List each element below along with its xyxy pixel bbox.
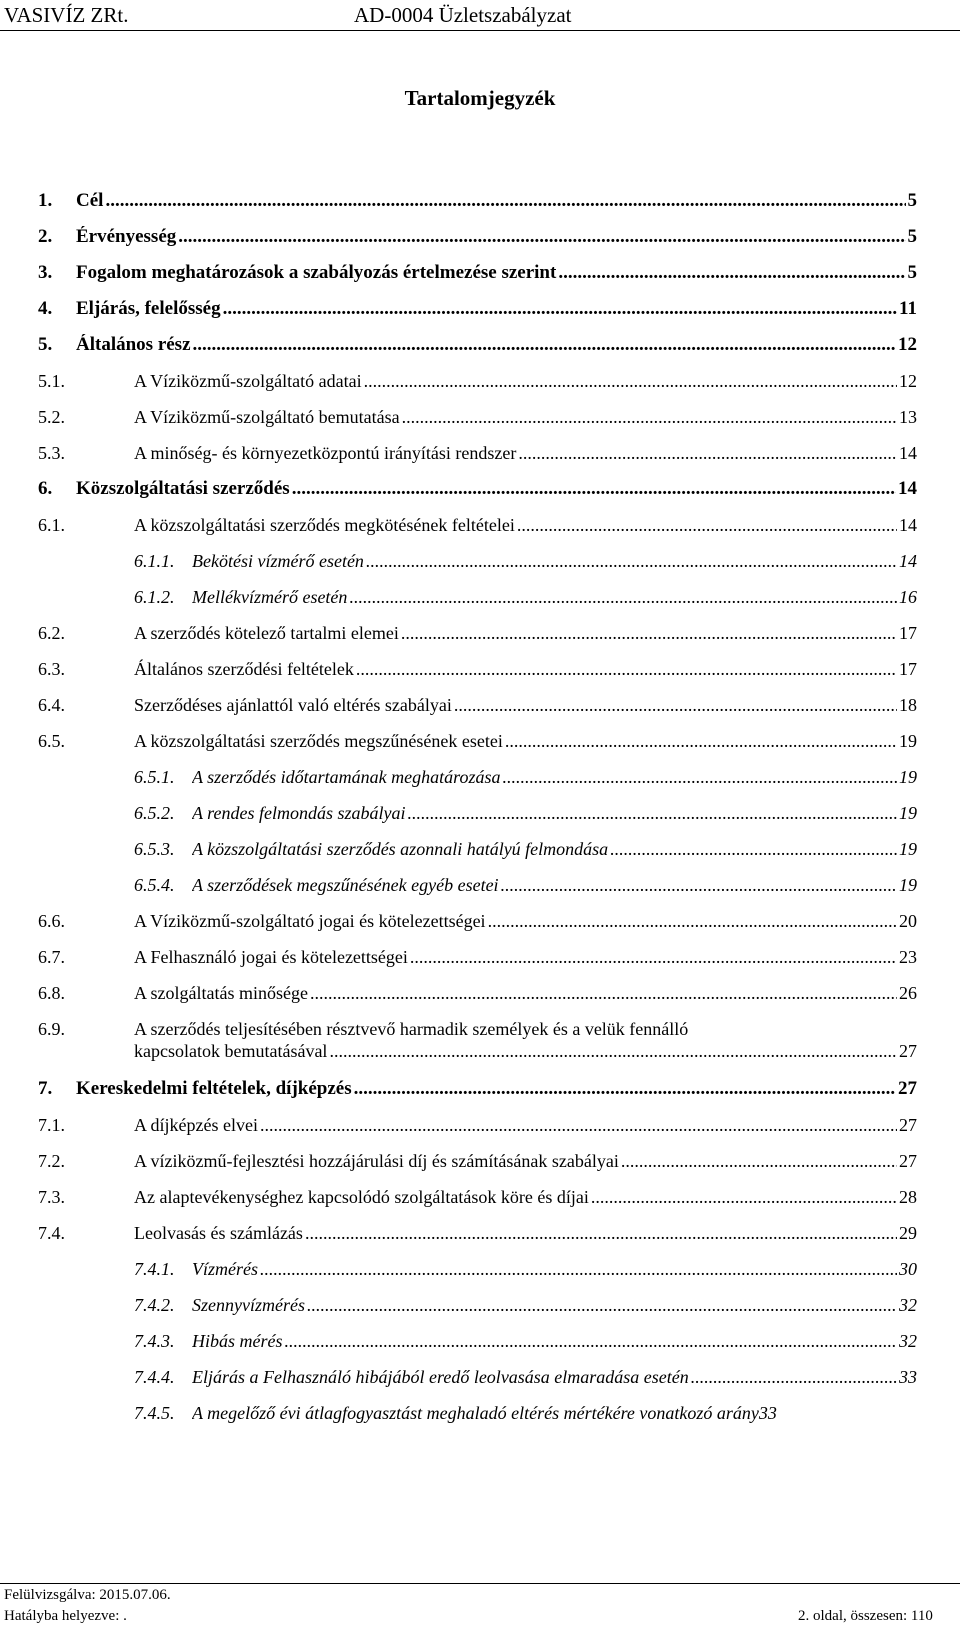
toc-leader-dots [349,586,897,608]
toc-entry-title: A szerződés időtartamának meghatározása [192,767,501,787]
page-footer [0,1583,960,1636]
toc-leader-dots [307,1294,897,1316]
toc-entry-title: Eljárás, felelősség [76,298,221,319]
toc-entry-title: A Víziközmű-szolgáltató bemutatása [134,407,400,427]
toc-leader-dots [223,298,897,320]
toc-page-number: 19 [899,803,917,823]
toc-entry-title: A rendes felmondás szabályai [192,803,406,823]
toc-entry-title: A Víziközmű-szolgáltató adatai [134,371,362,391]
toc-entry-title: Eljárás a Felhasználó hibájából eredő leolvasása elmaradása esetén [192,1367,689,1387]
toc-entry-number: 5.3. [38,443,65,463]
toc-entry-number: 7. [38,1078,53,1099]
toc-leader-dots [401,622,897,644]
toc-leader-dots [356,658,897,680]
toc-leader-dots [305,1222,897,1244]
toc-entry-title: A közszolgáltatási szerződés azonnali hatályú felmondása [192,839,609,859]
toc-leader-dots [292,478,896,500]
toc-leader-dots [610,838,897,860]
toc-page-number: 5 [907,190,917,211]
toc-leader-dots [366,550,897,572]
toc-page-number: 16 [899,587,917,607]
toc-page-number: 27 [899,1041,917,1061]
toc-entry-title: Leolvasás és számlázás [134,1223,303,1243]
toc-entry-title: Általános szerződési feltételek [134,659,354,679]
toc-leader-dots [193,334,896,356]
toc-entry-number: 7.3. [38,1187,65,1207]
toc-page-number: 27 [899,1151,917,1171]
toc-entry-number: 7.4.4. [134,1367,175,1387]
toc-leader-dots [364,370,897,392]
toc-leader-dots [501,874,897,896]
toc-leader-dots [410,946,897,968]
toc-entry-title: A Víziközmű-szolgáltató jogai és kötelezettségei [134,911,486,931]
toc-entry-number: 5.2. [38,407,65,427]
toc-entry-number: 6.2. [38,623,65,643]
toc-page-number: 5 [907,226,917,247]
toc-page-number: 14 [899,551,917,571]
toc-leader-dots [285,1330,898,1352]
toc-page-number: 17 [899,623,917,643]
toc-page-number: 30 [899,1259,917,1279]
toc-entry-title: Mellékvízmérő esetén [192,587,348,607]
toc-entry-title: Szerződéses ajánlattól való eltérés szabályai [134,695,452,715]
effective-date: Hatályba helyezve: . [4,1608,127,1624]
toc-entry-title: Az alaptevékenységhez kapcsolódó szolgáltatások köre és díjai [134,1187,589,1207]
toc-entry-title: A díjképzés elvei [134,1115,258,1135]
toc-entry-number: 7.4.5. [134,1403,175,1423]
page-number: 2. oldal, összesen: 110 [798,1608,933,1624]
toc-page-number: 12 [899,371,917,391]
toc-page-number: 27 [898,1078,917,1099]
toc-entry-title: Cél [76,190,104,211]
toc-page-number: 32 [899,1295,917,1315]
toc-page-number: 11 [899,298,917,319]
toc-page-number: 19 [899,767,917,787]
toc-leader-dots [408,802,898,824]
toc-entry-number: 1. [38,190,53,211]
toc-page-number: 28 [899,1187,917,1207]
toc-page-number: 20 [899,911,917,931]
toc-entry-title: Hibás mérés [192,1331,283,1351]
toc-entry-number: 6.5.1. [134,767,175,787]
toc-page-number: 19 [899,839,917,859]
toc-entry-number: 7.4.1. [134,1259,175,1279]
toc-entry-number: 6.5.3. [134,839,175,859]
toc-entry-number: 7.2. [38,1151,65,1171]
toc-page-number: 19 [899,731,917,751]
toc-leader-dots [105,190,905,212]
toc-leader-dots [691,1366,897,1388]
toc-leader-dots [329,1040,897,1062]
toc-leader-dots [178,226,905,248]
toc-entry-title: Vízmérés [192,1259,258,1279]
toc-page-number: 14 [899,443,917,463]
toc-page-number: 33 [899,1367,917,1387]
toc-entry-number: 7.1. [38,1115,65,1135]
toc-entry-title: A minőség- és környezetközpontú irányítási rendszer [134,443,517,463]
toc-page-number: 17 [899,659,917,679]
toc-page-number: 18 [899,695,917,715]
toc-entry-title: A szerződés teljesítésében résztvevő harmadik személyek és a velük fennálló [134,1019,689,1039]
toc-entry-number: 2. [38,226,53,247]
document-title: AD-0004 Üzletszabályzat [354,3,572,27]
toc-entry-number: 6.5.4. [134,875,175,895]
toc-page-number: 13 [899,407,917,427]
toc-page-number: 5 [907,262,917,283]
review-date: Felülvizsgálva: 2015.07.06. [4,1587,171,1603]
toc-page-number: 29 [899,1223,917,1243]
toc-entry-number: 7.4. [38,1223,65,1243]
toc-entry-number: 5. [38,334,53,355]
toc-entry-title: Közszolgáltatási szerződés [76,478,290,499]
toc-entry-title: A szolgáltatás minősége [134,983,308,1003]
toc-leader-dots [621,1150,897,1172]
toc-entry-title: A megelőző évi átlagfogyasztást meghaladó eltérés mértékére vonatkozó arány [192,1403,759,1423]
toc-entry-title: A Felhasználó jogai és kötelezettségei [134,947,408,967]
toc-entry-title: A víziközmű-fejlesztési hozzájárulási díj és számításának szabályai [134,1151,619,1171]
toc-page-number: 19 [899,875,917,895]
toc-leader-dots [591,1186,897,1208]
toc-leader-dots [505,730,897,752]
toc-leader-dots [517,514,897,536]
toc-entry-title: A szerződés kötelező tartalmi elemei [134,623,399,643]
toc-entry-number: 5.1. [38,371,65,391]
toc-page-number: 27 [899,1115,917,1135]
toc-entry-number: 6.9. [38,1019,65,1039]
toc-entry-title: Érvényesség [76,226,177,247]
toc-entry-number: 6.6. [38,911,65,931]
toc-entry-title-continued: kapcsolatok bemutatásával [134,1041,328,1061]
toc-page-number: 32 [899,1331,917,1351]
toc-entry-number: 7.4.2. [134,1295,175,1315]
toc-page-number: 33 [758,1403,777,1423]
toc-leader-dots [488,910,897,932]
toc-page-number: 12 [898,334,917,355]
toc-page-number: 14 [899,515,917,535]
toc-entry-number: 6.7. [38,947,65,967]
toc-entry-number: 7.4.3. [134,1331,175,1351]
page-header [0,0,960,31]
toc-entry-number: 6.1.1. [134,551,175,571]
toc-heading: Tartalomjegyzék [404,86,556,110]
company-name: VASIVÍZ ZRt. [4,3,129,27]
toc-page-number: 26 [899,983,917,1003]
toc-entry-number: 6.1.2. [134,587,175,607]
toc-entry-title: Szennyvízmérés [192,1295,305,1315]
toc-entry-title: Kereskedelmi feltételek, díjképzés [76,1078,352,1099]
toc-entry-number: 6.3. [38,659,65,679]
toc-entry-title: A közszolgáltatási szerződés megkötésének feltételei [134,515,515,535]
toc-leader-dots [260,1258,897,1280]
toc-entry-title: Fogalom meghatározások a szabályozás értelmezése szerint [76,262,557,283]
toc-entry-number: 6.8. [38,983,65,1003]
toc-entry-number: 6.5. [38,731,65,751]
toc-entry-number: 6. [38,478,53,499]
toc-entry-title: A közszolgáltatási szerződés megszűnésének esetei [134,731,503,751]
toc-entry-number: 6.1. [38,515,65,535]
toc-leader-dots [454,694,897,716]
toc-entry-title: A szerződések megszűnésének egyéb esetei [192,875,499,895]
toc-leader-dots [503,766,897,788]
toc-entry-number: 6.5.2. [134,803,175,823]
toc-leader-dots [260,1114,897,1136]
toc-leader-dots [310,982,897,1004]
toc-entry-number: 3. [38,262,53,283]
toc-entry-title: Bekötési vízmérő esetén [192,551,364,571]
toc-entry-number: 6.4. [38,695,65,715]
toc-leader-dots [518,442,897,464]
toc-page-number: 23 [899,947,917,967]
toc-page-number: 14 [898,478,917,499]
toc-leader-dots [558,262,905,284]
toc-leader-dots [402,406,897,428]
toc-entry-number: 4. [38,298,53,319]
toc-entry-title: Általános rész [76,334,191,355]
toc-leader-dots [354,1078,896,1100]
